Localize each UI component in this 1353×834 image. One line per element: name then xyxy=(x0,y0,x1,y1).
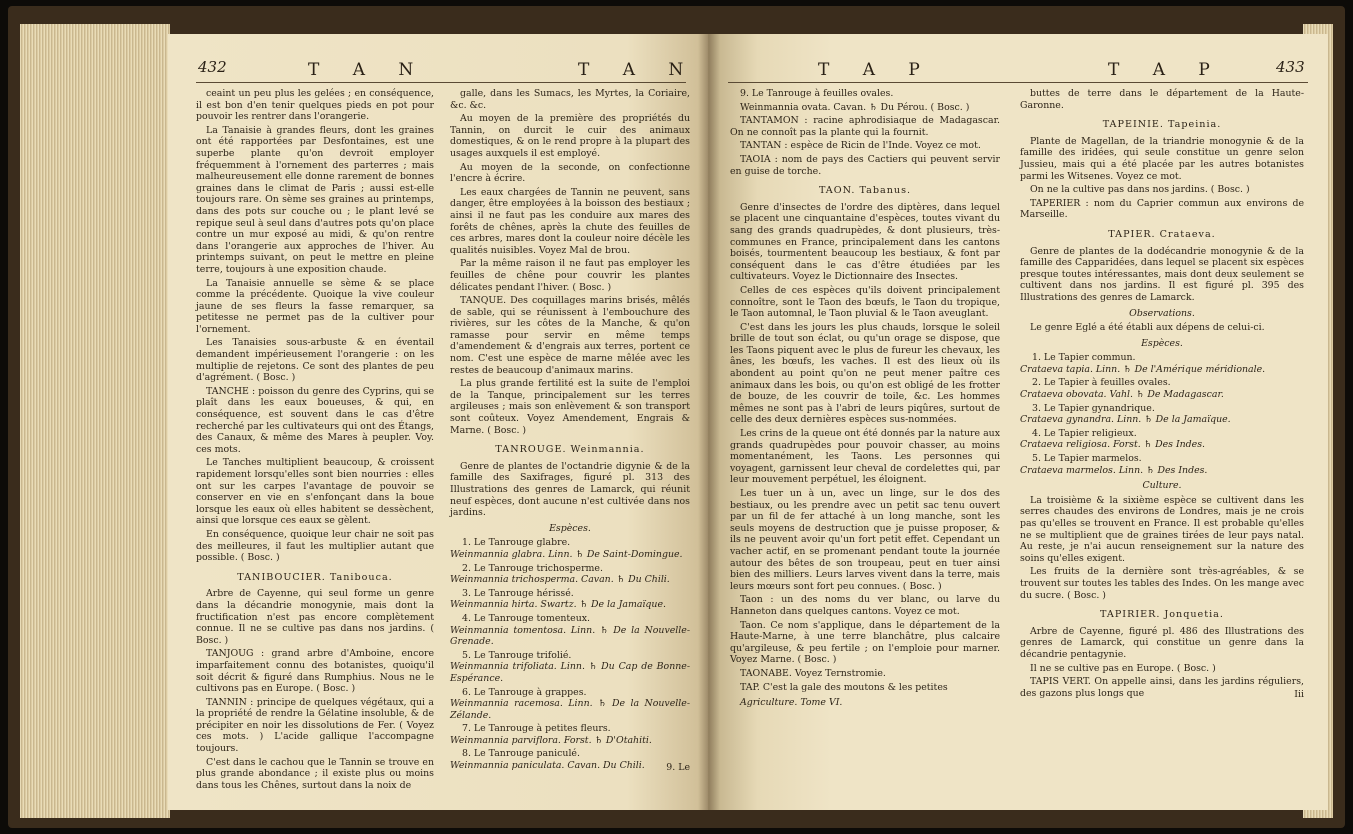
section-label: Culture. xyxy=(1142,480,1182,492)
paragraph: TAONABE. Voyez Ternstromie. xyxy=(740,667,886,679)
entry-heading: TAON. Tabanus. xyxy=(818,185,912,197)
species-latin: Weinmannia tomentosa. Linn. ♄ De la Nouvelle-Grenade. xyxy=(450,624,690,648)
paragraph: Au moyen de la seconde, on confectionne l'encre à écrire. xyxy=(450,161,690,185)
species-latin: Crataeva gynandra. Linn. ♄ De la Jamaïque. xyxy=(1020,414,1231,426)
section-label: Observations. xyxy=(1129,307,1195,319)
paragraph: TAP. C'est la gale des moutons & les petites xyxy=(740,681,948,693)
running-head-left-col: T A P xyxy=(818,60,934,80)
header-rule xyxy=(196,82,686,83)
species-latin: Weinmannia trifoliata. Linn. ♄ Du Cap de Bonne-Espérance. xyxy=(450,661,690,684)
paragraph: Par la même raison il ne faut pas employer les feuilles de chêne pour couvrir les plantes délicates pendant l'hiver. ( Bosc. ) xyxy=(450,258,690,293)
running-head-right-col: T A N xyxy=(578,60,698,80)
paragraph: Arbre de Cayenne, qui seul forme un genre dans la décandrie monogynie, mais dont la fructification n'est pas encore complètement connue. Il ne se cultive pas dans nos jardins. ( Bosc. ) xyxy=(196,588,434,646)
paragraph: Les fruits de la dernière sont très-agréables, & se trouvent sur toutes les tables des Indes. On les mange avec du sucre. ( Bosc. ) xyxy=(1020,566,1304,601)
book-photo xyxy=(8,6,1345,828)
paragraph: Les crins de la queue ont été donnés par la nature aux grands quadrupèdes pour pouvoir chasser, au moins momentanément, les Taons. Les personnes qui voyagent, garnissent leur cheval de cordelettes qui, par leur mouvement perpétuel, les éloignent. xyxy=(730,428,1000,486)
species-name: 7. Le Tanrouge à petites fleurs. xyxy=(462,723,611,735)
left-column-1 xyxy=(196,88,434,793)
running-head-right-col: T A P xyxy=(1108,60,1224,80)
running-head-left-col: T A N xyxy=(308,60,428,80)
species-latin: Weinmannia racemosa. Linn. ♄ De la Nouvelle-Zélande. xyxy=(450,698,690,721)
paragraph: Taon : un des noms du ver blanc, ou larve du Hanneton dans quelques cantons. Voyez ce mot. xyxy=(730,594,1000,617)
entry-heading: TANIBOUCIER. Tanibouca. xyxy=(237,571,393,583)
left-page-edges xyxy=(20,24,170,818)
section-label: Espèces. xyxy=(549,522,591,534)
paragraph: La troisième & la sixième espèce se cultivent dans les serres chaudes des environs de Londres, mais je ne crois pas qu'elles se trouvent en France. Il est probable qu'elles ne se multiplient que de graines tirées de leur pays natal. Au reste, je n'ai aucun renseignement sur la nature des soins qu'elles exigent. xyxy=(1020,494,1304,564)
paragraph: TANTAN : espèce de Ricin de l'Inde. Voyez ce mot. xyxy=(740,140,981,152)
paragraph: La plus grande fertilité est la suite de l'emploi de la Tanque, principalement sur les terres argileuses ; mais son enlèvement & son transport sont coûteux. Voyez Amendement, Engrais & Marne. ( Bosc. ) xyxy=(450,378,690,436)
entry-heading: TAPIER. Crataeva. xyxy=(1108,228,1216,240)
species-name: 6. Le Tanrouge à grappes. xyxy=(462,686,587,698)
paragraph: Weinmannia ovata. Cavan. ♄ Du Pérou. ( Bosc. ) xyxy=(740,101,970,113)
species-name: 4. Le Tanrouge tomenteux. xyxy=(462,612,591,624)
species-latin: Weinmannia parviflora. Forst. ♄ D'Otahiti. xyxy=(450,734,652,746)
paragraph: Genre de plantes de la dodécandrie monogynie & de la famille des Capparidées, dans lequel se placent six espèces presque toutes intéressantes, mais dont deux seulement se cultivent dans nos jardins. Il est figuré pl. 395 des Illustrations des genres de Lamarck. xyxy=(1020,245,1304,303)
paragraph: Les Tanaisies sous-arbuste & en éventail demandent impérieusement l'orangerie : on les multiplie de rejetons. Ce sont des plantes de peu d'agrément. ( Bosc. ) xyxy=(196,337,434,384)
gutter-shadow xyxy=(698,34,720,810)
species-latin: Weinmannia paniculata. Cavan. Du Chili. xyxy=(450,760,645,772)
paragraph: C'est dans le cachou que le Tannin se trouve en plus grande abondance ; il existe plus ou moins dans tous les Chênes, surtout dans la noix de xyxy=(196,756,434,791)
species-name: 4. Le Tapier religieux. xyxy=(1032,427,1137,439)
paragraph: buttes de terre dans le département de la Haute-Garonne. xyxy=(1020,88,1304,111)
paragraph: C'est dans les jours les plus chauds, lorsque le soleil brille de tout son éclat, ou qu'un orage se dispose, que les Taons piquent avec le plus de fureur les chevaux, les ânes, les bœufs, les vaches. Il est des lieux où ils abondent au point qu'on ne peut mener paître ces animaux dans les bois, ou qu'on est obligé de les frotter de bouze, de les couvrir de toile, &c. Les hommes mêmes ne sont pas à l'abri de leurs piqûres, surtout de celle des deux dernières espèces sus-nommées. xyxy=(730,321,1000,426)
paragraph: Arbre de Cayenne, figuré pl. 486 des Illustrations des genres de Lamarck, qui constitue un genre dans la décandrie pentagynie. xyxy=(1020,625,1304,660)
paragraph: Le genre Eglé a été établi aux dépens de celui-ci. xyxy=(1030,322,1265,334)
species-latin: Weinmannia glabra. Linn. ♄ De Saint-Domingue. xyxy=(450,548,683,560)
paragraph: La Tanaisie annuelle se sème & se place comme la précédente. Quoique la vive couleur jaune de ses fleurs la fasse remarquer, sa petitesse ne permet pas de la cultiver pour l'ornement. xyxy=(196,277,434,335)
section-label: Espèces. xyxy=(1141,337,1183,349)
paragraph: TANQUE. Des coquillages marins brisés, mêlés de sable, qui se réunissent à l'embouchure des rivières, sur les côtes de la Manche, & qu'on ramasse pour servir en même temps d'amendement & d'engrais aux terres, portent ce nom. C'est une espèce de marne mêlée avec les restes de beaucoup d'animaux marins. xyxy=(450,295,690,376)
entry-heading: TANROUGE. Weinmannia. xyxy=(495,444,645,456)
paragraph: Il ne se cultive pas en Europe. ( Bosc. ) xyxy=(1030,662,1216,674)
paragraph: ceaint un peu plus les gelées ; en conséquence, il est bon d'en tenir quelques pieds en pot pour pouvoir les rentrer dans l'orangerie. xyxy=(196,88,434,123)
species-latin: Weinmannia hirta. Swartz. ♄ De la Jamaïque. xyxy=(450,599,666,611)
header-rule xyxy=(728,82,1308,83)
paragraph: Les eaux chargées de Tannin ne peuvent, sans danger, être employées à la boisson des bestiaux ; ainsi il ne faut pas les conduire aux mares des forêts de chênes, après la chute des feuilles de ces arbres, mares dont la couleur noire décèle les qualités nuisibles. Voyez Mal de brou. xyxy=(450,186,690,256)
footer-volume: Agriculture. Tome VI. xyxy=(740,697,843,709)
paragraph: TANCHE : poisson du genre des Cyprins, qui se plaît dans les eaux boueuses, & qui, en conséquence, est souvent dans le cas d'être recherché par les cultivateurs qui ont des Étangs, des Canaux, & même des Mares à peupler. Voy. ces mots. xyxy=(196,385,434,455)
species-latin: Crataeva religiosa. Forst. ♄ Des Indes. xyxy=(1020,439,1206,451)
species-name: 3. Le Tanrouge hérissé. xyxy=(462,587,574,599)
right-page xyxy=(708,34,1328,810)
paragraph: En conséquence, quoique leur chair ne soit pas des meilleures, il faut les multiplier autant que possible. ( Bosc. ) xyxy=(196,528,434,564)
species-latin: Crataeva marmelos. Linn. ♄ Des Indes. xyxy=(1020,464,1208,476)
paragraph: Au moyen de la première des propriétés du Tannin, on durcit le cuir des animaux domestiques, & on le rend propre à la plupart des usages auxquels il est employé. xyxy=(450,113,690,159)
species-name: 8. Le Tanrouge paniculé. xyxy=(462,748,580,760)
entry-heading: TAPIRIER. Jonquetia. xyxy=(1100,609,1224,621)
paragraph: TANJOUG : grand arbre d'Amboine, encore imparfaitement connu des botanistes, quoiqu'il soit décrit & figuré dans Rumphius. Nous ne le cultivons pas en Europe. ( Bosc. ) xyxy=(196,648,434,695)
entry-heading: TAPEINIE. Tapeinia. xyxy=(1102,119,1222,131)
paragraph: galle, dans les Sumacs, les Myrtes, la Coriaire, &c. &c. xyxy=(450,88,690,111)
paragraph: Plante de Magellan, de la triandrie monogynie & de la famille des iridées, qui seule constitue un genre selon Jussieu, mais qui a été placée par les autres botanistes parmi les Witsenes. Voyez ce mot. xyxy=(1020,135,1304,182)
right-column-1 xyxy=(730,88,1000,711)
paragraph: Celles de ces espèces qu'ils doivent principalement connoître, sont le Taon des bœufs, le Taon du tropique, le Taon automnal, le Taon pluvial & le Taon aveuglant. xyxy=(730,284,1000,320)
right-column-2 xyxy=(1020,88,1304,703)
species-name: 3. Le Tapier gynandrique. xyxy=(1032,402,1155,414)
paragraph: TAPERIER : nom du Caprier commun aux environs de Marseille. xyxy=(1020,197,1304,221)
paragraph: TANTAMON : racine aphrodisiaque de Madagascar. On ne connoît pas la plante qui la fournit. xyxy=(730,115,1000,138)
paragraph: Genre de plantes de l'octandrie digynie & de la famille des Saxifrages, figuré pl. 313 des Illustrations des genres de Lamarck, qui réunit neuf espèces, dont aucune n'est cultivée dans nos jardins. xyxy=(450,460,690,519)
species-name: 2. Le Tapier à feuilles ovales. xyxy=(1032,377,1171,389)
paragraph: TAPIS VERT. On appelle ainsi, dans les jardins réguliers, des gazons plus longs que xyxy=(1020,676,1304,699)
species-name: 2. Le Tanrouge trichosperme. xyxy=(462,562,603,574)
species-latin: Crataeva tapia. Linn. ♄ De l'Amérique méridionale. xyxy=(1020,363,1266,375)
left-column-2 xyxy=(450,88,690,775)
signature-mark: Iii xyxy=(1294,689,1304,701)
page-number-left: 432 xyxy=(198,58,227,76)
species-name: 5. Le Tanrouge trifolié. xyxy=(462,649,572,661)
species-name: 1. Le Tanrouge glabre. xyxy=(462,537,571,549)
paragraph: La Tanaisie à grandes fleurs, dont les graines ont été rapportées par Desfontaines, est une superbe plante qu'on devroit employer fréquemment à l'ornement des parterres ; mais malheureusement elle donne rarement de bonnes graines dans le climat de Paris ; aussi est-elle toujours rare. On sème ses graines au printemps, dans des pots sur couche ou ; le plant levé se repique seul à seul dans d'autres pots qu'on place contre un mur exposé au midi, & qu'on rentre dans l'orangerie aux approches de l'hiver. Au printemps suivant, on peut le mettre en pleine terre, toujours à une exposition chaude. xyxy=(196,124,435,275)
paragraph: Taon. Ce nom s'applique, dans le département de la Haute-Marne, à une terre blanchâtre, plus calcaire qu'argileuse, & peu fertile ; on l'emploie pour marner. Voyez Marne. ( Bosc. ) xyxy=(730,619,1000,666)
left-page xyxy=(168,34,708,810)
paragraph: Genre d'insectes de l'ordre des diptères, dans lequel se placent une cinquantaine d'espèces, toutes vivant du sang des grands quadrupèdes, & dont plusieurs, très-communes en France, principalement dans les cantons boisés, tourmentent beaucoup les bestiaux, & font par conséquent dans le cas d'être étudiées par les cultivateurs. Voyez le Dictionnaire des Insectes. xyxy=(730,201,1000,283)
paragraph: 9. Le Tanrouge à feuilles ovales. xyxy=(740,88,894,99)
paragraph: On ne la cultive pas dans nos jardins. ( Bosc. ) xyxy=(1030,184,1250,196)
species-name: 1. Le Tapier commun. xyxy=(1032,352,1136,364)
page-number-right: 433 xyxy=(1276,58,1305,76)
catchword: 9. Le xyxy=(666,761,690,773)
paragraph: TANNIN : principe de quelques végétaux, qui a la propriété de rendre la Gélatine insoluble, & de précipiter en noir les dissolutions de Fer. ( Voyez ces mots. ) L'acide gallique l'accompagne toujours. xyxy=(196,696,434,755)
paragraph: Les tuer un à un, avec un linge, sur le dos des bestiaux, ou les prendre avec un petit sac tenu ouvert par un fil de fer attaché à un long manche, sont les seuls moyens de destruction que je puisse proposer, & ils ne peuvent avoir qu'un fort petit effet. Cependant un vacher actif, en se promenant pendant toute la journée autour des bêtes de son troupeau, peut en tuer ainsi bien des milliers. Leurs larves vivent dans la terre, mais leurs mœurs sont fort peu connues. ( Bosc. ) xyxy=(730,488,1000,592)
paragraph: TAOIA : nom de pays des Cactiers qui peuvent servir en guise de torche. xyxy=(730,153,1000,177)
species-latin: Weinmannia trichosperma. Cavan. ♄ Du Chili. xyxy=(450,574,670,586)
species-name: 5. Le Tapier marmelos. xyxy=(1032,453,1142,465)
paragraph: Le Tanches multiplient beaucoup, & croissent rapidement lorsqu'elles sont bien nourries : elles ont sur les carpes l'avantage de pouvoir se conserver en vie en s'enfonçant dans la boue lorsque les eaux où elles habitent se dessèchent, ainsi que lorsque ces eaux se gèlent. xyxy=(196,457,434,527)
species-latin: Crataeva obovata. Vahl. ♄ De Madagascar. xyxy=(1020,389,1224,401)
